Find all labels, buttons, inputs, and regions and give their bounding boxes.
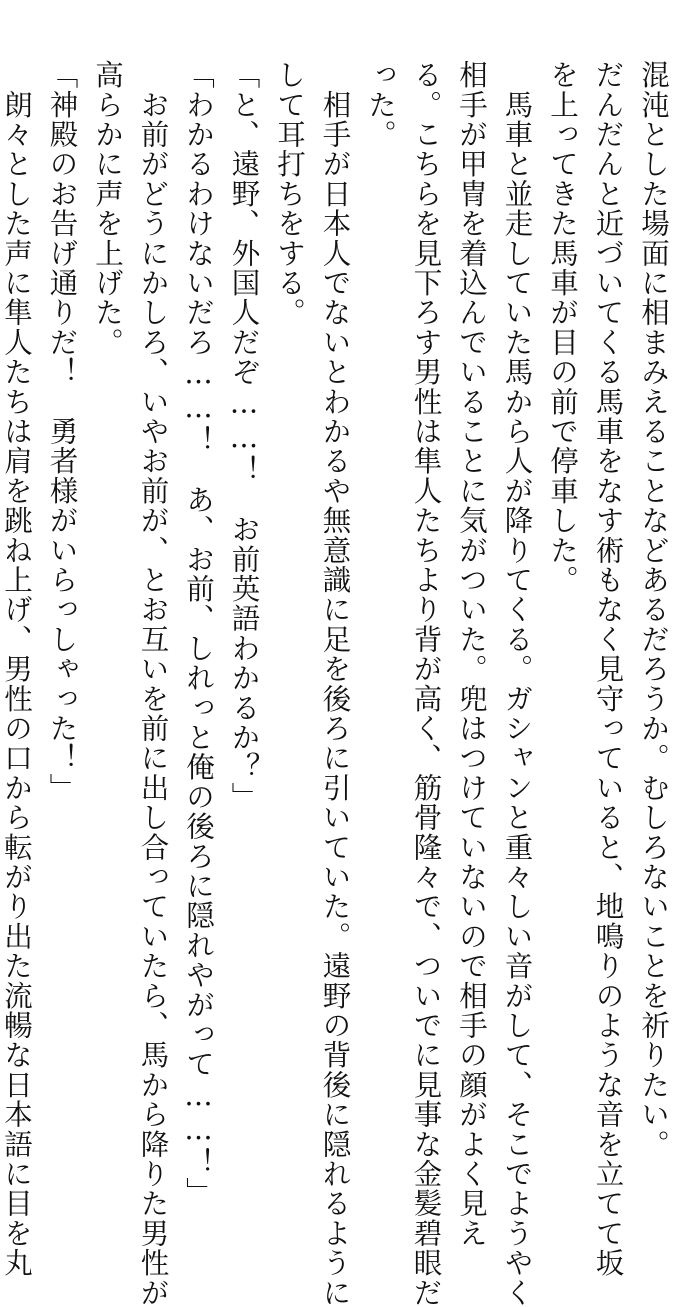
text-column: る。こちらを見下ろす男性は隼人たちより背が高く、筋骨隆々で、ついでに見事な金髪碧眼だ bbox=[409, 60, 443, 1307]
text-column: った。 bbox=[364, 60, 397, 150]
vertical-text-body bbox=[0, 60, 676, 1307]
text-column: 「わかるわけないだろ……！ あ、お前、しれっと俺の後ろに隠れやがって……！」 bbox=[182, 60, 215, 1207]
text-column: 朗々とした声に隼人たちは肩を跳ね上げ、男性の口から転がり出た流暢な日本語に目を丸 bbox=[0, 60, 33, 1278]
text-column: 混沌とした場面に相まみえることなどあるだろうか。むしろないことを祈りたい。 bbox=[637, 60, 670, 1159]
text-column: だんだんと近づいてくる馬車をなす術もなく見守っていると、地鳴りのような音を立てて坂 bbox=[591, 60, 625, 1278]
text-column: 「と、遠野、外国人だぞ……！ お前英語わかるか？」 bbox=[227, 60, 261, 812]
text-column: 相手が甲冑を着込んでいることに気がついた。兜はつけていないので相手の顔がよく見え bbox=[455, 60, 488, 1248]
text-column: 高らかに声を上げた。 bbox=[91, 60, 124, 357]
text-column: お前がどうにかしろ、いやお前が、とお互いを前に出し合っていたら、馬から降りた男性が bbox=[136, 60, 170, 1307]
text-column: 相手が日本人でないとわかるや無意識に足を後ろに引いていた。遠野の背後に隠れるように bbox=[318, 60, 352, 1307]
text-column: を上ってきた馬車が目の前で停車した。 bbox=[546, 60, 579, 595]
text-column: 「神殿のお告げ通りだ！ 勇者様がいらっしゃった！」 bbox=[45, 60, 79, 803]
text-column: して耳打ちをする。 bbox=[273, 60, 306, 328]
text-column: 馬車と並走していた馬から人が降りてくる。ガシャンと重々しい音がして、そこでようやく bbox=[500, 60, 534, 1307]
